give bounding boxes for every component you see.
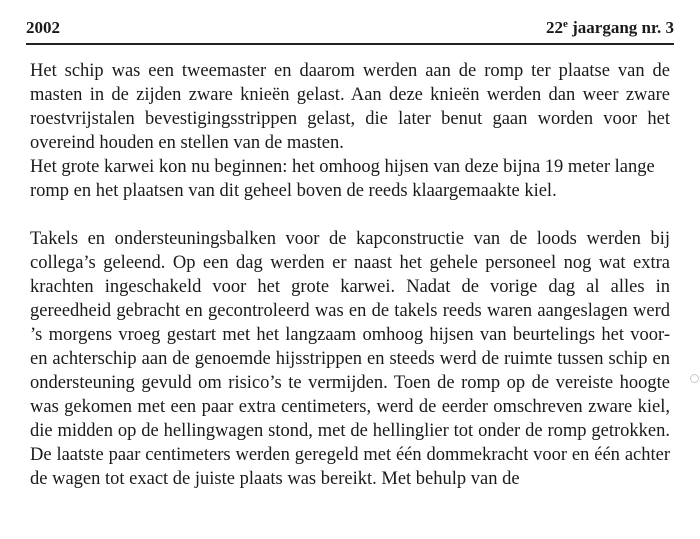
header-volume-rest: jaargang nr. 3 — [567, 18, 674, 37]
header-volume-number: 22 — [546, 18, 563, 37]
page-header — [26, 18, 674, 40]
margin-mark — [690, 374, 699, 383]
paragraph-3: Takels en ondersteuningsbalken voor de kapconstructie van de loods werden bij collega’s geleend. Op een dag werden er naast het gehele personeel nog wat extra krachten ingeschakeld voor het grote karwei. Nadat de vorige dag al alles in gereedheid gebracht en gecontroleerd was en de takels reeds waren aangeslagen werd ’s morgens vroeg gestart met het langzaam omhoog hijsen van beurtelings het voor- en achterschip aan de genoemde hijsstrippen en steeds werd de ruimte tussen schip en ondersteuning gevuld om risico’s te vermijden. Toen de romp op de vereiste hoogte was gekomen met een paar extra centimeters, werd de eerder omschreven zware kiel, die midden op de hellingwagen stond, met de hellinglier tot onder de romp getrokken. De laatste paar centimeters werden geregeld met één dommekracht voor en één achter de wagen tot exact de juiste plaats was bereikt. Met behulp van de — [30, 229, 670, 489]
header-year: 2002 — [26, 18, 60, 37]
article-body — [30, 59, 670, 491]
paragraph-2: Het grote karwei kon nu beginnen: het omhoog hijsen van deze bijna 19 meter lange romp en het plaatsen van dit geheel boven de reeds klaargemaakte kiel. — [30, 157, 655, 201]
header-rule — [26, 43, 674, 45]
header-volume-suffix: e — [563, 18, 568, 30]
header-volume — [546, 18, 674, 38]
paragraph-1: Het schip was een tweemaster en daarom werden aan de romp ter plaatse van de masten in de zijden zware knieën gelast. Aan deze knieën werden dan weer zware roestvrijstalen bevestigingsstrippen gelast, die later benut gaan worden voor het overeind houden en stellen van de masten. — [30, 61, 670, 153]
